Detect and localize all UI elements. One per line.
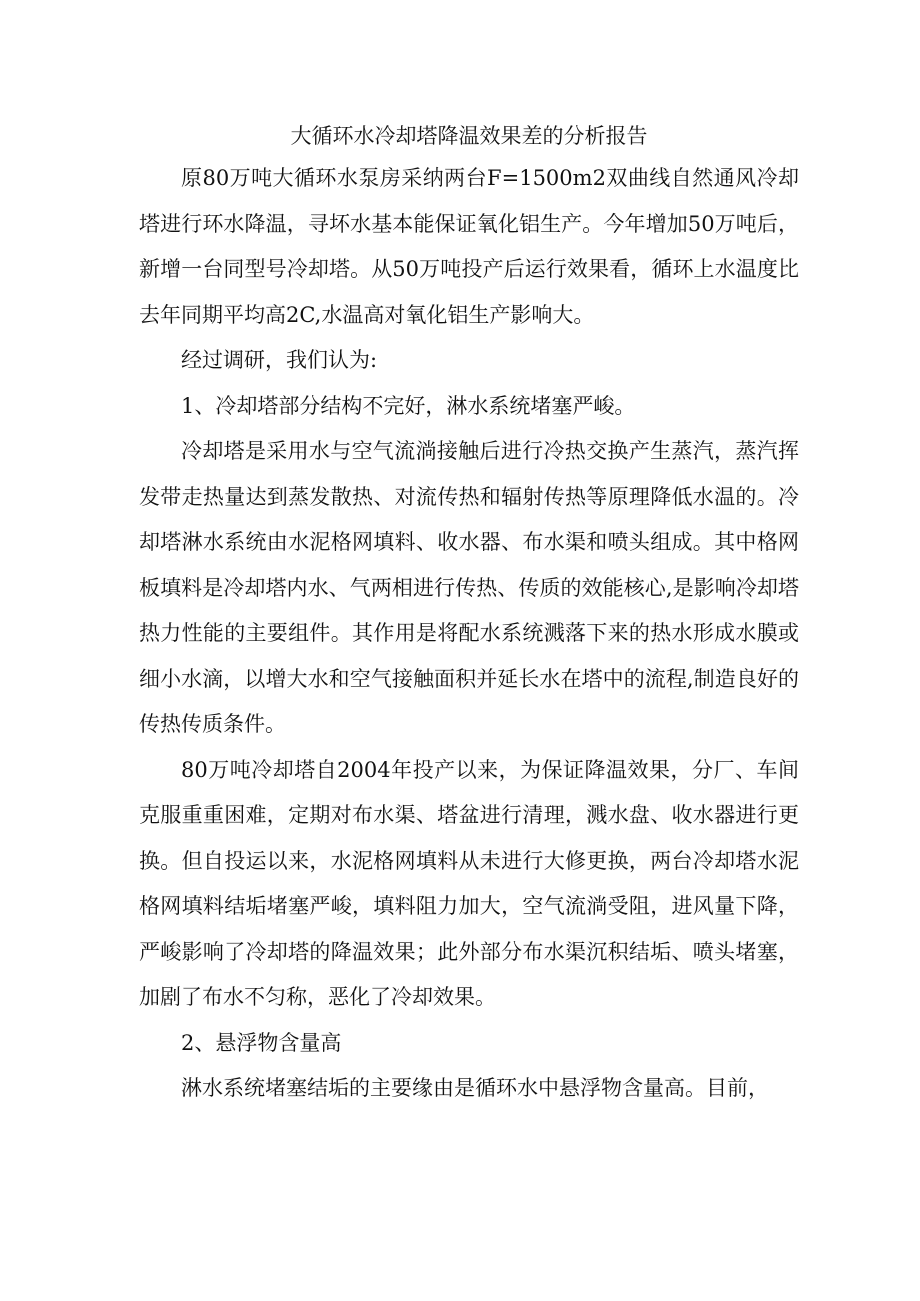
paragraph-suspended-solids: 淋水系统堵塞结垢的主要缘由是循环水中悬浮物含量高。目前， [181,1076,769,1100]
paragraph-maintenance-history: 80万吨冷却塔自2004年投产以来，为保证降温效果，分厂、车间克服重重困难，定期对布水渠、塔盆进行清理，溅水盘、收水器进行更换。但自投运以来，水泥格网填料从未进行大修更换，两台冷却塔水泥格网填料结垢堵塞严峻，填料阻力加大，空气流淌受阻，进风量下降，严峻影响了冷却塔的降温效果；此外部分布水渠沉积结垢、喷头堵塞，加剧了布水不匀称，恶化了冷却效果。 [139,757,799,1009]
paragraph-intro: 原80万吨大循环水泵房采纳两台F=1500m2双曲线自然通风冷却塔进行环水降温，寻坏水基本能保证氧化铝生产。今年增加50万吨后，新增一台同型号冷却塔。从50万吨投产后运行效果看，循环上水温度比去年同期平均高2C,水温高对氧化铝生产影响大。 [139,166,799,327]
paragraph-cooling-principle: 冷却塔是采用水与空气流淌接触后进行冷热交换产生蒸汽，蒸汽挥发带走热量达到蒸发散热、对流传热和辐射传热等原理降低水温的。冷却塔淋水系统由水泥格网填料、收水器、布水渠和喷头组成。其中格网板填料是冷却塔内水、气两相进行传热、传质的效能核心,是影响冷却塔热力性能的主要组件。其作用是将配水系统溅落下来的热水形成水膜或细小水滴，以增大水和空气接触面积并延长水在塔中的流程,制造良好的传热传质条件。 [139,439,799,736]
document-body [139,118,799,1112]
section-heading-2: 2、悬浮物含量高 [181,1030,342,1055]
document-title: 大循环水冷却塔降温效果差的分析报告 [290,124,648,148]
paragraph-survey: 经过调研，我们认为: [181,348,378,372]
section-heading-1: 1、冷却塔部分结构不完好，淋水系统堵塞严峻。 [181,393,636,418]
